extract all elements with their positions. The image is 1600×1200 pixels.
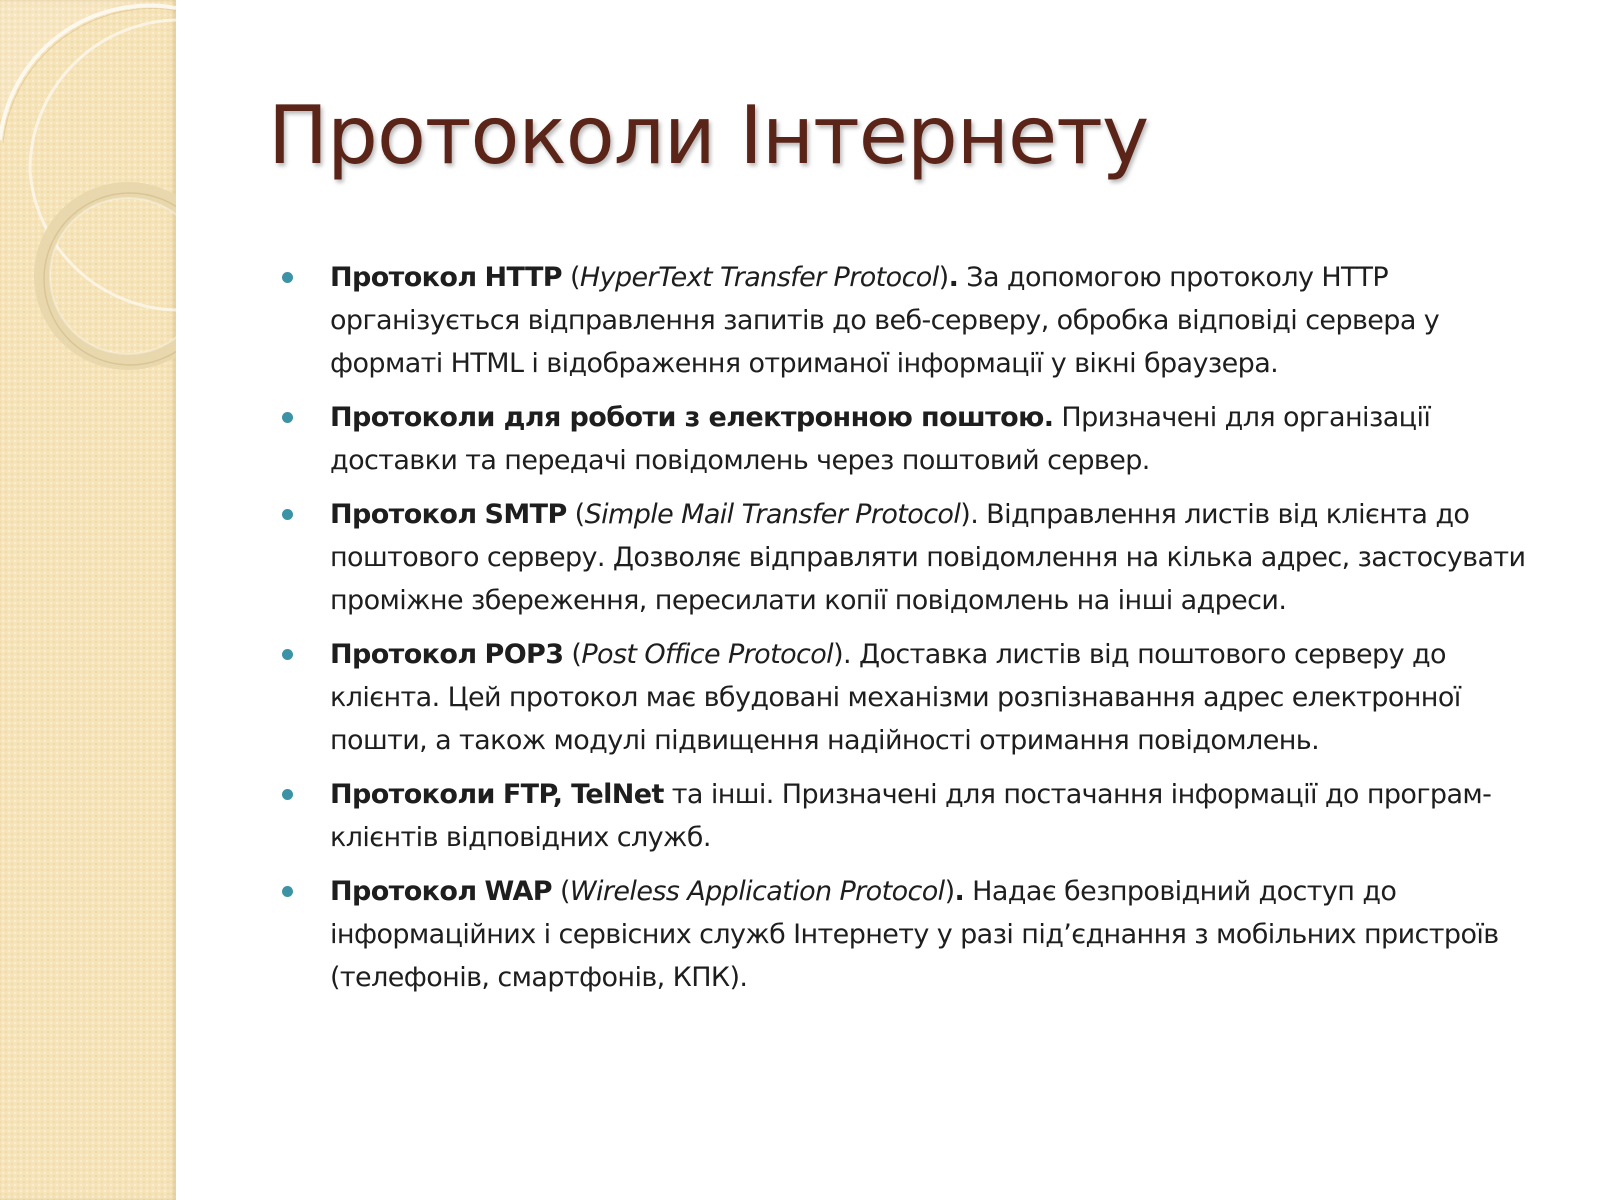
list-item (282, 870, 1552, 999)
paren-open: ( (551, 876, 570, 907)
list-item (282, 396, 1552, 482)
bullet-text: За допомогою протоколу HTTP організується відправлення запитів до веб-серверу, обробка відповіді сервера у форматі HTML і відображення отриманої інформації у вікні браузера. (330, 262, 1440, 379)
decorative-rings-icon (0, 0, 176, 420)
bullet-text: . Відправлення листів від клієнта до поштового серверу. Дозволяє відправляти повідомлення на кілька адрес, застосувати проміжне збереження, пересилати копії повідомлень на інші адреси. (330, 499, 1526, 616)
protocol-acronym: SMTP (484, 499, 567, 530)
paren-open: ( (566, 499, 585, 530)
bullet-text: та інші. Призначені для постачання інформації до програм-клієнтів відповідних служб. (330, 779, 1492, 853)
list-item (282, 773, 1552, 859)
protocol-full-name: Post Office Protocol (581, 639, 834, 670)
protocol-acronym: FTP, TelNet (502, 779, 664, 810)
bullet-lead: Протокол (330, 262, 477, 293)
bold-period: . (954, 876, 965, 907)
bullet-icon (282, 886, 293, 897)
bullet-lead: Протоколи для роботи з електронною поштою. (330, 402, 1054, 433)
paren-close: ) (833, 639, 844, 670)
bullet-lead: Протоколи (330, 779, 495, 810)
paren-close: ) (944, 876, 955, 907)
protocol-acronym: WAP (484, 876, 552, 907)
paren-close: ) (960, 499, 971, 530)
list-item (282, 633, 1552, 762)
protocol-full-name: Wireless Application Protocol (569, 876, 945, 907)
protocol-full-name: HyperText Transfer Protocol (579, 262, 939, 293)
bullet-text: Призначені для організації доставки та передачі повідомлень через поштовий сервер. (330, 402, 1431, 476)
bullet-icon (282, 509, 293, 520)
bullet-text: Надає безпровідний доступ до інформаційних і сервісних служб Інтернету у разі під’єднання з мобільних пристроїв (телефонів, смартфонів, КПК). (330, 876, 1499, 993)
bullet-icon (282, 789, 293, 800)
bullet-lead: Протокол (330, 639, 477, 670)
bold-period: . (948, 262, 959, 293)
bullet-text: . Доставка листів від поштового серверу до клієнта. Цей протокол має вбудовані механізми розпізнавання адрес електронної пошти, а також модулі підвищення надійності отримання повідомлень. (330, 639, 1461, 756)
bullet-icon (282, 649, 293, 660)
list-item (282, 493, 1552, 622)
slide-title: Протоколи Інтернету (268, 89, 1149, 182)
protocol-acronym: HTTP (484, 262, 562, 293)
protocol-full-name: Simple Mail Transfer Protocol (584, 499, 961, 530)
protocol-acronym: POP3 (484, 639, 564, 670)
bullet-lead: Протокол (330, 499, 477, 530)
bullet-lead: Протокол (330, 876, 477, 907)
paren-open: ( (563, 639, 582, 670)
paren-open: ( (561, 262, 580, 293)
bullet-icon (282, 412, 293, 423)
bullet-icon (282, 272, 293, 283)
decorative-side-panel (0, 0, 176, 1200)
paren-close: ) (938, 262, 949, 293)
list-item (282, 256, 1552, 385)
bullet-list (282, 256, 1552, 1010)
